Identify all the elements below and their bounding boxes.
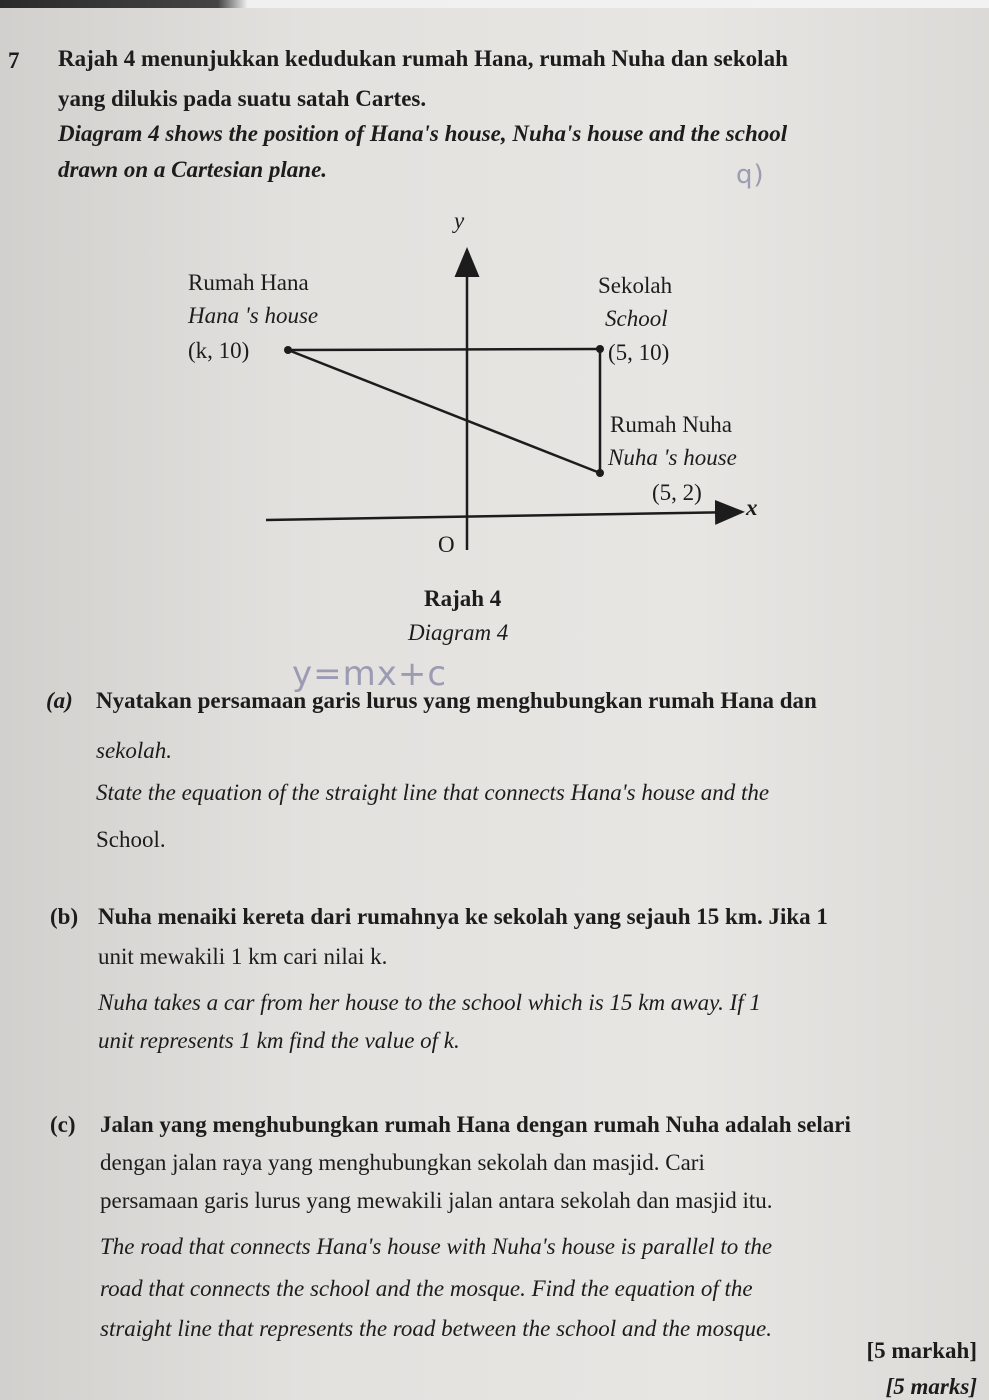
nuha-label-ms: Rumah Nuha bbox=[610, 412, 733, 437]
school-point bbox=[596, 345, 604, 353]
handwritten-note: q) bbox=[736, 160, 765, 190]
intro-ms-line2: yang dilukis pada suatu satah Cartes. bbox=[58, 86, 427, 111]
part-a-en-line2: School. bbox=[96, 827, 166, 852]
line-hana-nuha bbox=[288, 350, 600, 473]
hana-point bbox=[284, 346, 292, 354]
part-c-ms-line2: dengan jalan raya yang menghubungkan sekolah dan masjid. Cari bbox=[100, 1150, 705, 1175]
nuha-coordinate: (5, 2) bbox=[652, 480, 702, 505]
question-number: 7 bbox=[8, 48, 20, 73]
diagram-caption-en: Diagram 4 bbox=[408, 620, 509, 645]
hana-coordinate: (k, 10) bbox=[188, 338, 250, 363]
origin-label: O bbox=[438, 532, 455, 557]
nuha-label-en: Nuha 's house bbox=[608, 445, 737, 470]
school-label-ms: Sekolah bbox=[598, 273, 673, 298]
x-axis bbox=[266, 512, 740, 520]
part-b-ms-line2: unit mewakili 1 km cari nilai k. bbox=[98, 944, 388, 969]
intro-ms-line1: Rajah 4 menunjukkan kedudukan rumah Hana, rumah Nuha dan sekolah bbox=[58, 46, 788, 71]
hana-label-en: Hana 's house bbox=[188, 303, 319, 328]
hana-label-ms: Rumah Hana bbox=[188, 270, 309, 295]
part-c-ms-line1: Jalan yang menghubungkan rumah Hana dengan rumah Nuha adalah selari bbox=[100, 1112, 851, 1137]
part-a-label: (a) bbox=[46, 688, 73, 713]
x-axis-label: x bbox=[746, 495, 758, 520]
part-c-ms-line3: persamaan garis lurus yang mewakili jalan antara sekolah dan masjid itu. bbox=[100, 1188, 773, 1213]
part-b-en-line1: Nuha takes a car from her house to the school which is 15 km away. If 1 bbox=[98, 990, 761, 1015]
part-a-ms-line2: sekolah. bbox=[96, 738, 173, 763]
marks-ms: [5 markah] bbox=[866, 1338, 977, 1363]
handwritten-formula: y=mx+c bbox=[292, 654, 448, 694]
intro-en-line2: drawn on a Cartesian plane. bbox=[58, 157, 328, 182]
part-b-label: (b) bbox=[50, 904, 79, 929]
cartesian-diagram bbox=[180, 200, 820, 570]
part-c-en-line2: road that connects the school and the mosque. Find the equation of the bbox=[100, 1276, 753, 1301]
part-b-en-line2: unit represents 1 km find the value of k. bbox=[98, 1028, 460, 1053]
page-top-edge bbox=[0, 0, 989, 8]
part-a-ms-line1: Nyatakan persamaan garis lurus yang menghubungkan rumah Hana dan bbox=[96, 688, 817, 713]
intro-en-line1: Diagram 4 shows the position of Hana's house, Nuha's house and the school bbox=[58, 121, 788, 146]
part-c-label: (c) bbox=[50, 1112, 76, 1137]
cartesian-plane-svg bbox=[180, 200, 820, 570]
part-a-en-line1: State the equation of the straight line that connects Hana's house and the bbox=[96, 780, 770, 805]
part-c-en-line3: straight line that represents the road between the school and the mosque. bbox=[100, 1316, 773, 1341]
part-b-ms-line1: Nuha menaiki kereta dari rumahnya ke sekolah yang sejauh 15 km. Jika 1 bbox=[98, 904, 828, 929]
part-c-en-line1: The road that connects Hana's house with Nuha's house is parallel to the bbox=[100, 1234, 773, 1259]
y-axis-label: y bbox=[454, 208, 465, 233]
nuha-point bbox=[596, 469, 604, 477]
line-hana-school bbox=[288, 349, 600, 350]
marks-en: [5 marks] bbox=[885, 1374, 977, 1399]
diagram-caption-ms: Rajah 4 bbox=[424, 586, 502, 611]
school-label-en: School bbox=[605, 306, 668, 331]
school-coordinate: (5, 10) bbox=[608, 340, 670, 365]
